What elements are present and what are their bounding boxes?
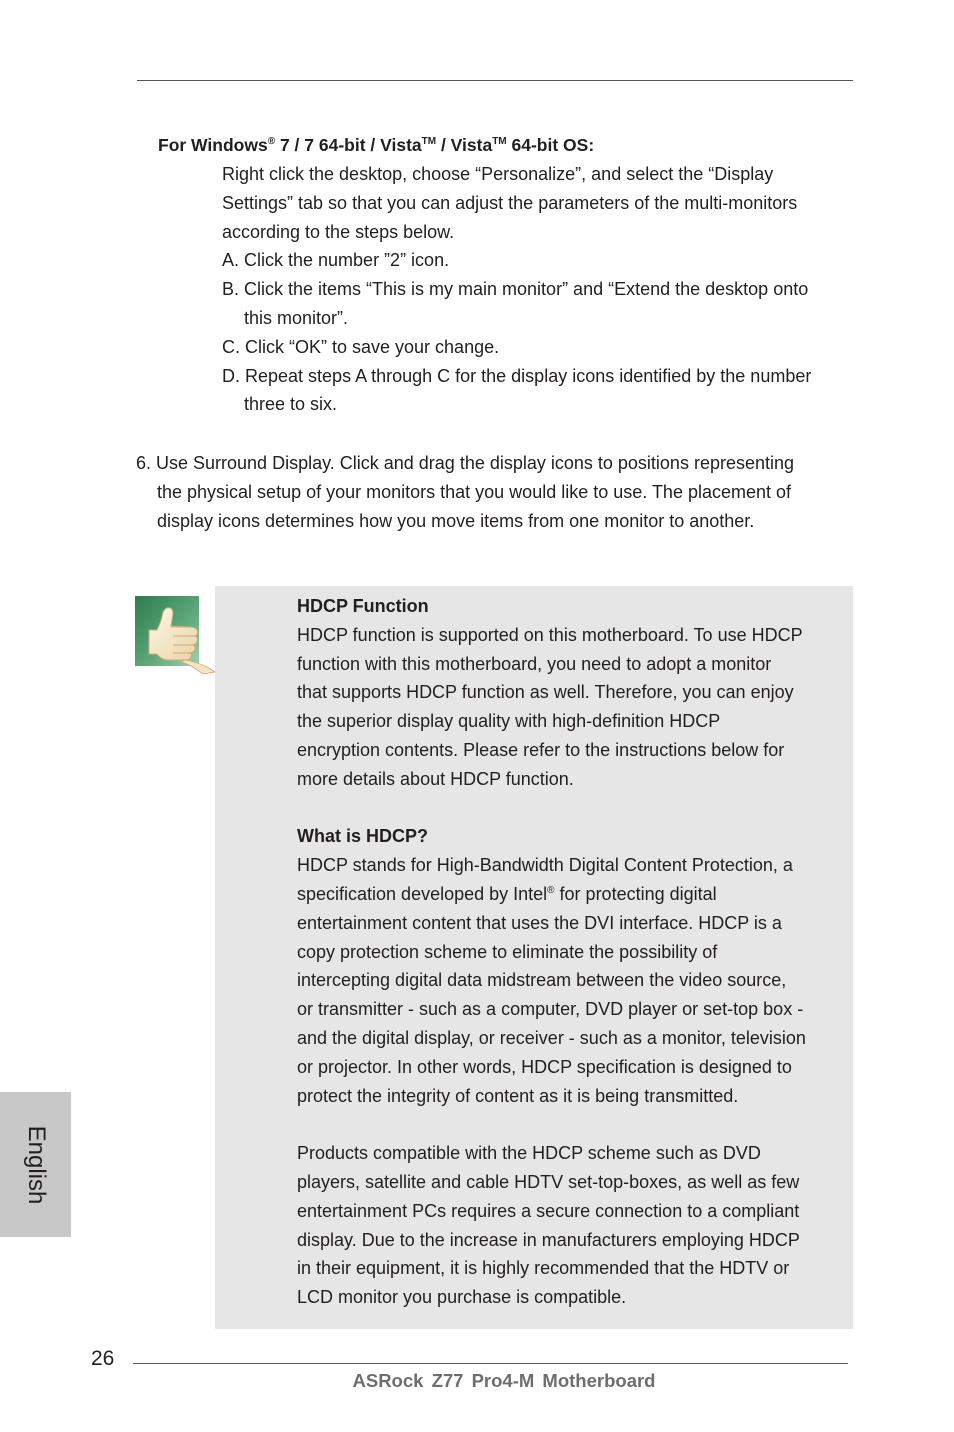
note-line: LCD monitor you purchase is compatible. bbox=[297, 1287, 627, 1308]
step-line: according to the steps below. bbox=[222, 221, 455, 242]
step-line: three to six. bbox=[244, 394, 338, 415]
note-line: more details about HDCP function. bbox=[297, 768, 574, 789]
step-line: A. Click the number ”2” icon. bbox=[222, 250, 450, 271]
note-line: entertainment content that uses the DVI interface. HDCP is a bbox=[297, 912, 782, 933]
note-line: or transmitter - such as a computer, DVD player or set-top box - bbox=[297, 999, 804, 1020]
spacer bbox=[297, 794, 806, 823]
footer-rule bbox=[133, 1363, 848, 1364]
step-line: D. Repeat steps A through C for the display icons identified by the number bbox=[222, 365, 812, 386]
note-line: HDCP stands for High-Bandwidth Digital Content Protection, a bbox=[297, 855, 793, 876]
note-line: display. Due to the increase in manufacturers employing HDCP bbox=[297, 1229, 800, 1250]
note-line: specification developed by Intel® for protecting digital bbox=[297, 883, 717, 904]
note-line: that supports HDCP function as well. Therefore, you can enjoy bbox=[297, 682, 794, 703]
windows-steps bbox=[222, 160, 811, 419]
note-line: HDCP function is supported on this motherboard. To use HDCP bbox=[297, 624, 803, 645]
note-title: HDCP Function bbox=[297, 596, 429, 616]
spacer bbox=[297, 1110, 806, 1139]
note-line: the superior display quality with high-definition HDCP bbox=[297, 711, 721, 732]
hdcp-note bbox=[297, 592, 806, 1312]
note-line: or projector. In other words, HDCP specification is designed to bbox=[297, 1056, 792, 1077]
thumbs-up-icon bbox=[135, 596, 217, 676]
note-line: protect the integrity of content as it is being transmitted. bbox=[297, 1085, 739, 1106]
step-6-line: 6. Use Surround Display. Click and drag the display icons to positions representing bbox=[136, 453, 795, 473]
step-line: Right click the desktop, choose “Personalize”, and select the “Display bbox=[222, 164, 774, 184]
what-is-hdcp-title: What is HDCP? bbox=[297, 826, 429, 847]
note-line: encryption contents. Please refer to the instructions below for bbox=[297, 739, 785, 760]
note-line: and the digital display, or receiver - such as a monitor, television bbox=[297, 1027, 806, 1048]
note-line: Products compatible with the HDCP scheme such as DVD bbox=[297, 1143, 761, 1164]
note-line: entertainment PCs requires a secure connection to a compliant bbox=[297, 1200, 800, 1221]
step-6-line: the physical setup of your monitors that you would like to use. The placement of bbox=[157, 481, 792, 502]
step-line: C. Click “OK” to save your change. bbox=[222, 336, 500, 357]
step-6 bbox=[136, 449, 794, 535]
footer-title: ASRock Z77 Pro4-M Motherboard bbox=[352, 1370, 656, 1391]
step-6-line: display icons determines how you move items from one monitor to another. bbox=[157, 510, 755, 531]
page-number: 26 bbox=[91, 1347, 115, 1370]
language-tab bbox=[0, 1092, 71, 1237]
step-line: B. Click the items “This is my main monitor” and “Extend the desktop onto bbox=[222, 279, 809, 300]
step-line: this monitor”. bbox=[244, 307, 349, 328]
step-line: Settings” tab so that you can adjust the parameters of the multi-monitors bbox=[222, 192, 798, 213]
windows-heading: For Windows® 7 / 7 64-bit / Vista™ / Vista™ 64-bit OS: bbox=[158, 135, 595, 155]
note-line: copy protection scheme to eliminate the possibility of bbox=[297, 941, 718, 962]
header-rule bbox=[137, 80, 853, 81]
note-line: intercepting digital data midstream between the video source, bbox=[297, 970, 787, 991]
note-line: in their equipment, it is highly recommended that the HDTV or bbox=[297, 1258, 790, 1279]
note-line: function with this motherboard, you need to adopt a monitor bbox=[297, 653, 772, 674]
note-line: players, satellite and cable HDTV set-top-boxes, as well as few bbox=[297, 1171, 800, 1192]
language-tab-label: English bbox=[22, 1125, 50, 1204]
